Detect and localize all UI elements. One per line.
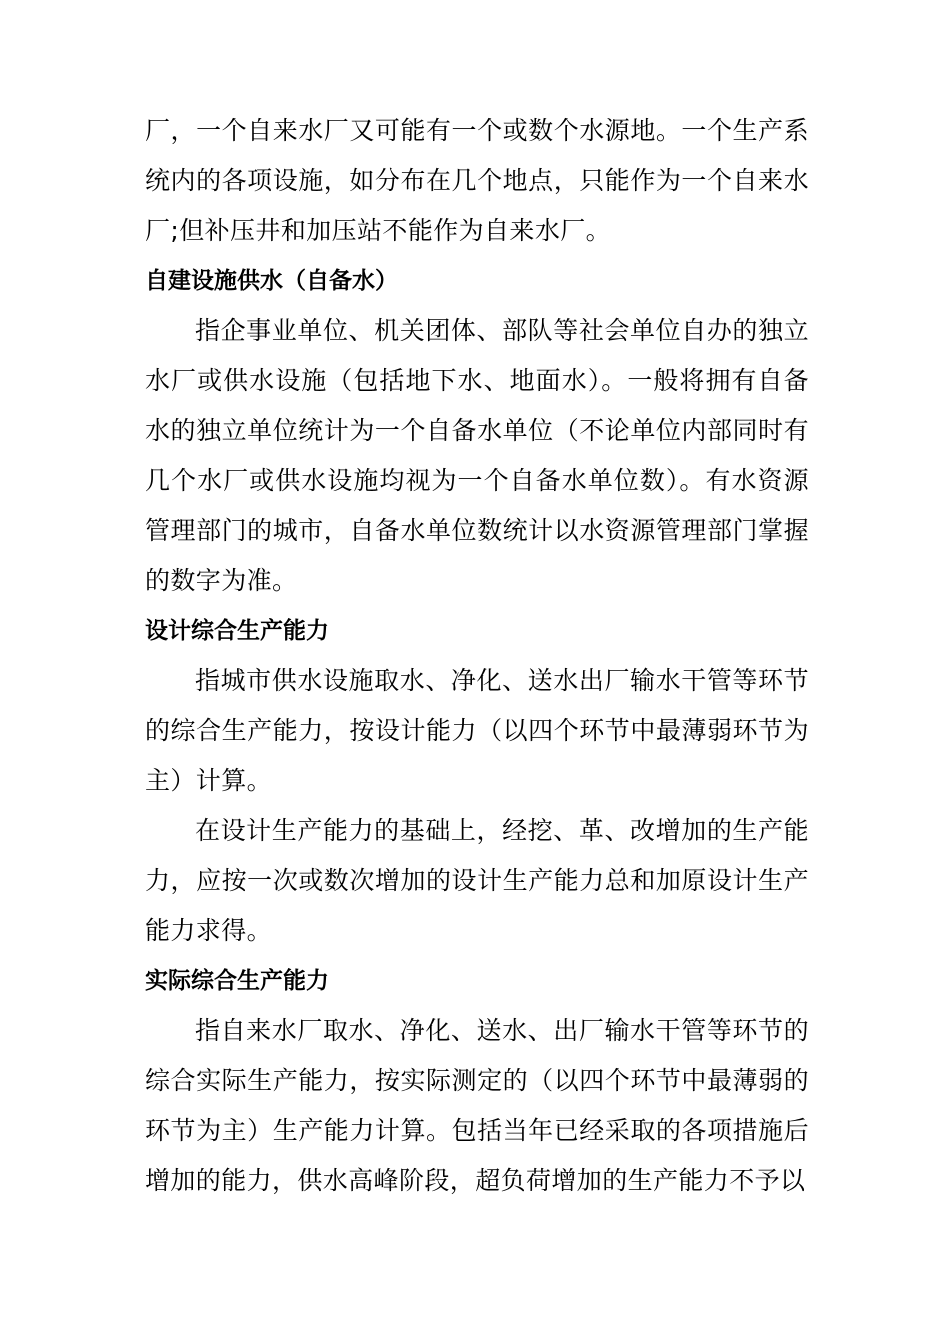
document-body [145,106,809,1206]
paragraph-actual-capacity-definition: 指自来水厂取水、净化、送水、出厂输水干管等环节的综合实际生产能力，按实际测定的（以四个环节中最薄弱的环节为主）生产能力计算。包括当年已经采取的各项措施后增加的能力，供水高峰阶段，超负荷增加的生产能力不予以 [145,1016,809,1195]
paragraph-design-capacity-definition: 指城市供水设施取水、净化、送水出厂输水干管等环节的综合生产能力，按设计能力（以四个环节中最薄弱环节为主）计算。 [145,666,809,795]
section-heading-actual-capacity: 实际综合生产能力 [145,968,329,994]
paragraph-continuation: 厂，一个自来水厂又可能有一个或数个水源地。一个生产系统内的各项设施，如分布在几个地点，只能作为一个自来水厂;但补压井和加压站不能作为自来水厂。 [145,116,809,245]
section-heading-design-capacity: 设计综合生产能力 [145,618,329,644]
paragraph-self-supply-definition: 指企事业单位、机关团体、部队等社会单位自办的独立水厂或供水设施（包括地下水、地面水）。一般将拥有自备水的独立单位统计为一个自备水单位（不论单位内部同时有几个水厂或供水设施均视为一个自备水单位数）。有水资源管理部门的城市，自备水单位数统计以水资源管理部门掌握的数字为准。 [145,316,809,595]
paragraph-design-capacity-increase: 在设计生产能力的基础上，经挖、革、改增加的生产能力，应按一次或数次增加的设计生产能力总和加原设计生产能力求得。 [145,816,809,945]
section-heading-self-supply-water: 自建设施供水（自备水） [145,268,398,294]
